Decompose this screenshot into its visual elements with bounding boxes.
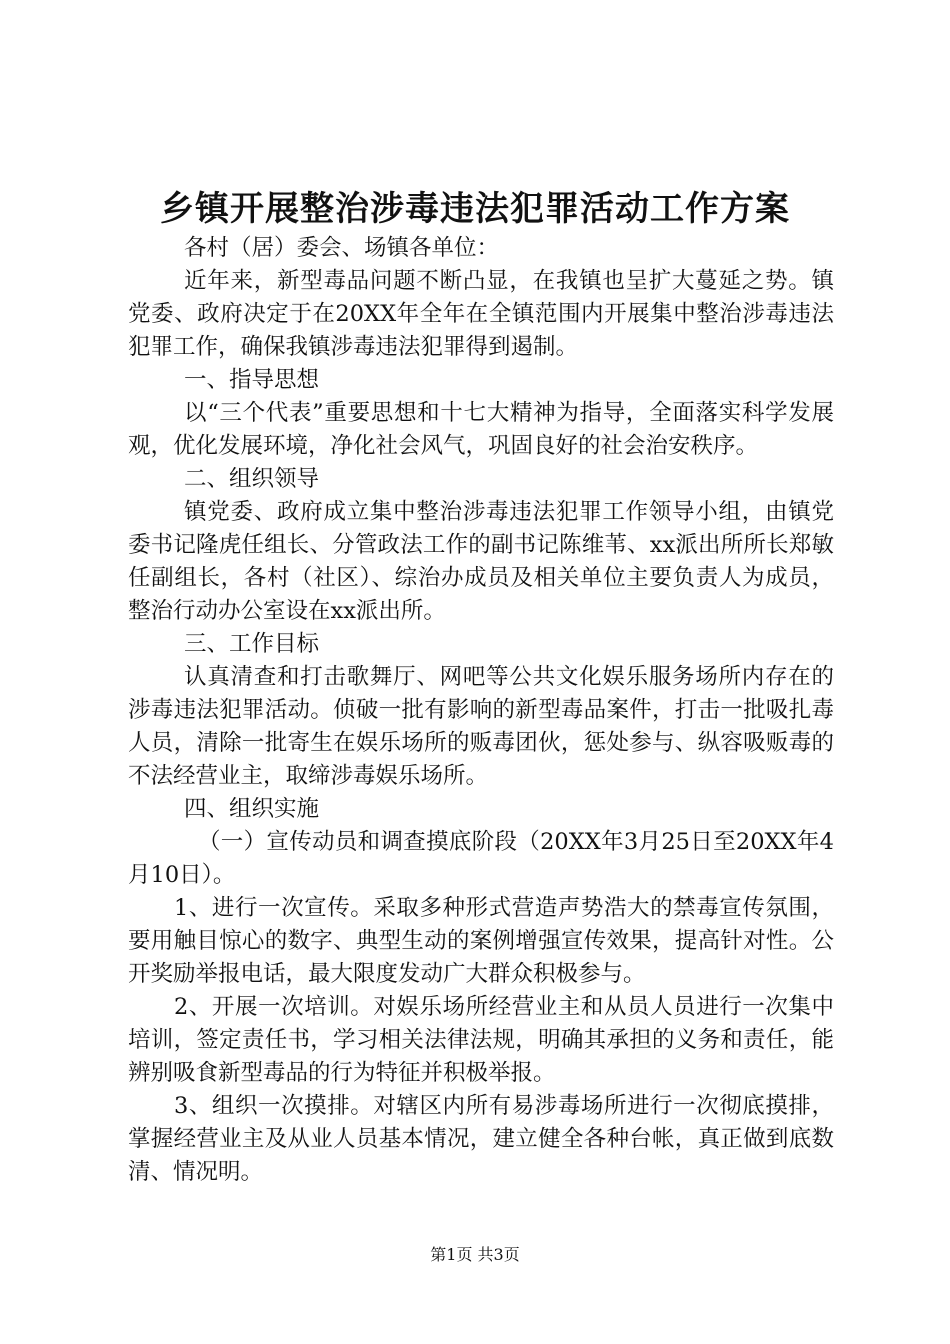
paragraph-intro: 近年来，新型毒品问题不断凸显，在我镇也呈扩大蔓延之势。镇党委、政府决定于在20XX年全年在全镇范围内开展集中整治涉毒违法犯罪工作，确保我镇涉毒违法犯罪得到遏制。: [128, 268, 834, 360]
paragraph-salutation: 各村（居）委会、场镇各单位：: [184, 235, 500, 261]
document-body: [128, 232, 834, 1189]
document-title: 乡镇开展整治涉毒违法犯罪活动工作方案: [160, 189, 790, 229]
subsection-heading-stage-one: （一）宣传动员和调查摸底阶段（20XX年3月25日至20XX年4月10日）。: [128, 829, 834, 888]
list-item-training: 2、开展一次培训。对娱乐场所经营业主和从员人员进行一次集中培训，签定责任书，学习相关法律法规，明确其承担的义务和责任，能辨别吸食新型毒品的行为特征并积极举报。: [128, 994, 834, 1086]
section-heading-implementation: 四、组织实施: [184, 796, 320, 822]
paragraph-goals: 认真清查和打击歌舞厅、网吧等公共文化娱乐服务场所内存在的涉毒违法犯罪活动。侦破一批有影响的新型毒品案件，打击一批吸扎毒人员，清除一批寄生在娱乐场所的贩毒团伙，惩处参与、纵容吸贩毒的不法经营业主，取缔涉毒娱乐场所。: [128, 664, 834, 789]
section-heading-goals: 三、工作目标: [184, 631, 320, 657]
section-heading-guiding-thought: 一、指导思想: [184, 367, 320, 393]
paragraph-guiding-thought: 以“三个代表”重要思想和十七大精神为指导，全面落实科学发展观，优化发展环境，净化社会风气，巩固良好的社会治安秩序。: [128, 400, 834, 459]
page-number-footer: 第1页 共3页: [430, 1245, 520, 1264]
list-item-survey: 3、组织一次摸排。对辖区内所有易涉毒场所进行一次彻底摸排，掌握经营业主及从业人员基本情况，建立健全各种台帐，真正做到底数清、情况明。: [128, 1093, 834, 1185]
section-heading-organization: 二、组织领导: [184, 466, 320, 492]
list-item-publicity: 1、进行一次宣传。采取多种形式营造声势浩大的禁毒宣传氛围，要用触目惊心的数字、典型生动的案例增强宣传效果，提高针对性。公开奖励举报电话，最大限度发动广大群众积极参与。: [128, 895, 834, 987]
paragraph-organization: 镇党委、政府成立集中整治涉毒违法犯罪工作领导小组，由镇党委书记隆虎任组长、分管政法工作的副书记陈维苇、xx派出所所长郑敏任副组长，各村（社区）、综治办成员及相关单位主要负责人为成员，整治行动办公室设在xx派出所。: [128, 499, 834, 624]
